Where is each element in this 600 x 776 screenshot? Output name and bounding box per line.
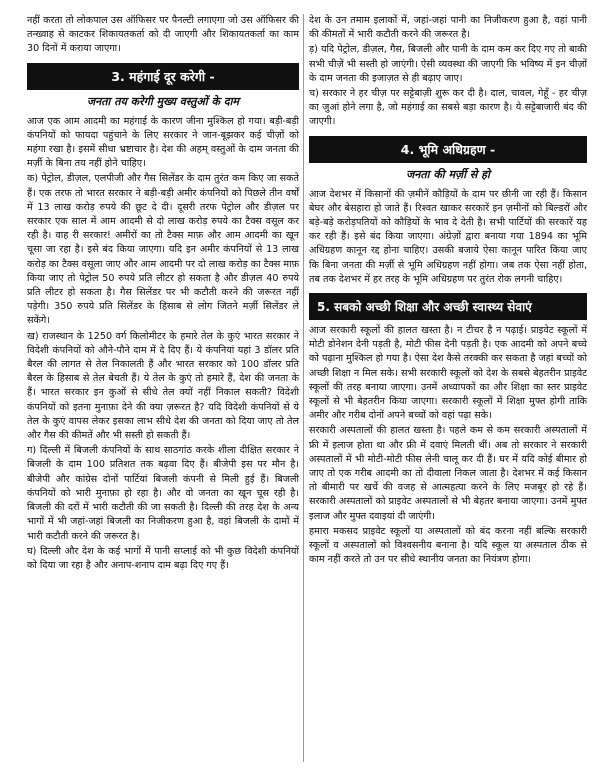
paragraph: आज सरकारी स्कूलों की हालत खस्ता है। न टीचर है न पढ़ाई। प्राइवेट स्कूलों में मोटी डोनेशन देनी पड़ती है, मोटी फीस देनी पड़ती है। एक आदमी को अपने बच्चे को पढ़ाना मुश्किल हो गया है। ऐसा देश कैसे तरक्की कर सकता है जहां बच्चों को अच्छी शिक्षा न मिल सके। सभी सरकारी स्कूलों को देश के सबसे बेहतरीन प्राइवेट स्कूलों की तरह बनाया जाएगा। उनमें अध्यापकों का और शिक्षा का स्तर प्राइवेट स्कूलों से भी बेहतरीन किया जाएगा। सरकारी स्कूलों में शिक्षा मुफ्त होगी ताकि अमीर और गरीब दोनों अपने बच्चों को वहां पढ़ा सके। (309, 325, 587, 422)
paragraph: सरकारी अस्पतालों की हालत खस्ता है। पहले कम से कम सरकारी अस्पतालों में फ्री में इलाज होता था और फ्री में दवाएं मिलती थीं। अब तो सरकार ने सरकारी अस्पतालों में भी मोटी-मोटी फीस लेनी चालू कर दी हैं। घर में यदि कोई बीमार हो जाए तो एक गरीब आदमी का तो दीवाला निकल जाता है। देशभर में कई किसान तो बीमारी पर खर्चे की वजह से आत्महत्या करने के लिए मजबूर हो रहे हैं। सरकारी अस्पतालों को प्राइवेट अस्पतालों से भी बेहतर बनाया जाएगा। उनमें मुफ्त इलाज और मुफ्त दवाइयां दी जाएंगी। (309, 425, 587, 522)
paragraph: आज एक आम आदमी का महंगाई के कारण जीना मुश्किल हो गया। बड़ी-बड़ी कंपनियों को फायदा पहुंचाने के लिए सरकार ने जान-बूझकर कई चीज़ों को महंगा रखा है। इसमें सीधा भ्रष्टाचार है। देश की अहम् वस्तुओं के दाम जनता की मर्ज़ी के बिना तय नहीं होने चाहिए। (27, 115, 299, 170)
paragraph: ड़) यदि पेट्रोल, डीज़ल, गैस, बिजली और पानी के दाम कम कर दिए गए तो बाकी सभी चीज़ें भी सस्ती हो जाएंगी। ऐसी व्यवस्था की जाएगी कि भविष्य में इन चीज़ों के दाम जनता की इजाज़त से ही बढ़ाए जाए। (309, 44, 587, 84)
intro-paragraph: नहीं करता तो लोकपाल उस ऑफिसर पर पैनल्टी लगाएगा जो उस ऑफिसर की तन्ख्वाह से काटकर शिकायतकर्ता को दी जाएगी और शिकायतकर्ता का काम 30 दिनों में कराया जाएगा। (27, 15, 299, 55)
section-3-heading: 3. महंगाई दूर करेगी - (27, 63, 299, 90)
right-column (309, 14, 587, 569)
column-divider (303, 14, 304, 762)
paragraph: हमारा मकसद प्राइवेट स्कूलों या अस्पतालों को बंद करना नहीं बल्कि सरकारी स्कूलों व अस्पतालों को विश्वसनीय बनाना है। यदि स्कूल या अस्पताल ठीक से काम नहीं करते तो उन पर सीधे स्थानीय जनता का नियंत्रण होगा। (309, 525, 587, 566)
paragraph: ख) राजस्थान के 1250 वर्ग किलोमीटर के हमारे तेल के कुएं भारत सरकार ने विदेशी कंपनियों को औने-पौने दाम में दे दिए हैं। ये कंपनियां यहां 3 डॉलर प्रति बैरल की लागत से तेल निकालती हैं और भारत सरकार को 100 डॉलर प्रति बैरल के हिसाब से तेल बेचती हैं। ये तेल के कुएं तो हमारे हैं, देश की जनता के हैं। भारत सरकार इन कुओं से सीधे तेल क्यों नहीं निकाल सकती? विदेशी कंपनियों को इतना मुनाफ़ा देने की क्या ज़रूरत है? यदि विदेशी कंपनियों से ये तेल के कुएं वापस लेकर इसका लाभ सीधे देश की जनता को दिया जाए तो तेल और गैस की कीमतें और भी सस्ती हो सकती हैं। (27, 330, 299, 442)
paragraph: देश के उन तमाम इलाकों में, जहां-जहां पानी का निजीकरण हुआ है, वहां पानी की कीमतों में भारी कटौती करने की जरूरत है। (309, 15, 587, 41)
paragraph: च) सरकार ने हर चीज़ पर सट्टेबाज़ी शुरू कर दी है। दाल, चावल, गेहूँ - हर चीज़ का जुआं होने लगा है, जो महंगाई का सबसे बड़ा कारण है। ये सट्टेबाजारी बंद की जाएगी। (309, 88, 587, 128)
paragraph: क) पेट्रोल, डीज़ल, एलपीजी और गैस सिलेंडर के दाम तुरंत कम किए जा सकते हैं। एक तरफ तो भारत सरकार ने बड़ी-बड़ी अमीर कंपनियों को पिछले तीन वर्षों में 13 लाख करोड़ रुपये की छूट दे दी। दूसरी तरफ पेट्रोल और डीज़ल पर सरकार एक साल में आम आदमी से दो लाख करोड़ रुपये का टैक्स वसूल कर रही है। वाह री सरकार! अमीरों का तो टैक्स माफ़ और आम आदमी का खून चूसा जा रहा है। इसे बंद किया जाएगा। यदि इन अमीर कंपनियों से 13 लाख करोड़ का टैक्स वसूला जाए और आम आदमी पर दो लाख करोड़ का टैक्स माफ़ किया जाए तो पेट्रोल 50 रुपये प्रति लीटर हो सकता है और डीज़ल 40 रुपये प्रति लीटर हो सकता है। गैस सिलेंडर पर भी कटौती करने की जरूरत नहीं पड़ेगी। 350 रुपये प्रति सिलेंडर के हिसाब से लोग जितने मर्ज़ी सिलेंडर ले सकेंगे। (27, 173, 299, 327)
paragraph: आज देशभर में किसानों की ज़मीनें कौड़ियों के दाम पर छीनी जा रही हैं। किसान बेघर और बेसहारा हो जाते हैं। रिश्वत खाकर सरकारें इन ज़मीनों को बिल्डरों और बड़े-बड़े करोड़पतियों को कौड़ियों के भाव दे देती है। सभी पार्टियों की सरकारें यह कर रही हैं। इसे बंद किया जाएगा। अंग्रेज़ों द्वारा बनाया गया 1894 का भूमि अधिग्रहण कानून रद्द होना चाहिए। उसकी बजाये ऐसा कानून पारित किया जाए कि बिना जनता की मर्ज़ी से भूमि अधिग्रहण नहीं होगा। जब तक ऐसा नहीं होता, तब तक देशभर में हर तरह के भूमि अधिग्रहण पर तुरंत रोक लगनी चाहिए। (309, 188, 587, 285)
left-column (27, 14, 299, 574)
section-5-heading: 5. सबको अच्छी शिक्षा और अच्छी स्वास्थ्य सेवाएं (309, 293, 587, 320)
section-4-subheading: जनता की मर्ज़ी से हो (406, 167, 490, 181)
paragraph: ग) दिल्ली में बिजली कंपनियों के साथ साठगांठ करके शीला दीक्षित सरकार ने बिजली के दाम 100 प्रतिशत तक बढ़वा दिए हैं। बीजेपी इस पर मौन है। बीजेपी और कांग्रेस दोनों पार्टियां बिजली कंपनी से मिली हुई हैं। बिजली कंपनियों को भारी मुनाफ़ा हो रहा है। और वो जनता का खून चूस रही है। बिजली की दरों में भारी कटौती की जा सकती है। दिल्ली की तरह देश के अन्य भागों में भी जहां-जहां बिजली का निजीकरण हुआ है, वहां बिजली के दामों में भारी कटौती करने की जरूरत है। (27, 445, 299, 542)
section-4-heading: 4. भूमि अधिग्रहण - (309, 136, 587, 163)
paragraph: घ) दिल्ली और देश के कई भागों में पानी सप्लाई को भी कुछ विदेशी कंपनियों को दिया जा रहा है और अनाप-शनाप दाम बढ़ा दिए गए हैं। (27, 545, 299, 571)
section-3-subheading: जनता तय करेगी मुख्य वस्तुओं के दाम (86, 94, 240, 108)
